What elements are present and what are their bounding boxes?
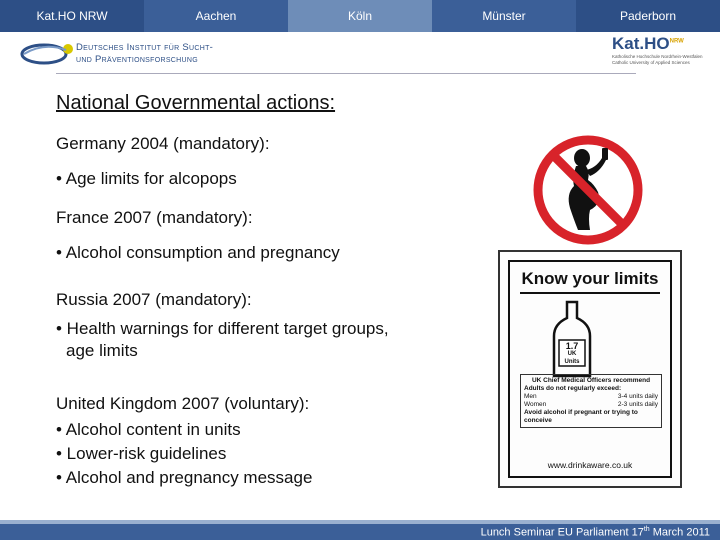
- institute-name-line2: und Präventionsforschung: [76, 54, 198, 65]
- bullet-list: [56, 418, 312, 490]
- footer-stripe: [0, 520, 720, 524]
- institute-name-line1: Deutsches Institut für Sucht-: [76, 42, 214, 53]
- tab-label: Köln: [347, 9, 373, 23]
- tab-muenster[interactable]: [432, 0, 576, 32]
- disup-logo: [18, 38, 248, 70]
- bullet-item: • Alcohol consumption and pregnancy: [56, 243, 340, 262]
- institute-name: [76, 42, 213, 66]
- bullet-item: • Alcohol and pregnancy message: [56, 468, 313, 487]
- institute-logo-icon: [18, 40, 76, 68]
- katho-brand-suffix: NRW: [669, 38, 684, 45]
- bottle-unit-line1: UK: [567, 351, 577, 357]
- tab-koeln[interactable]: [288, 0, 432, 32]
- section-uk: [56, 394, 312, 490]
- men-value: 3-4 units daily: [617, 393, 658, 400]
- section-heading: Russia 2007 (mandatory):: [56, 290, 252, 309]
- bullet-item: • Age limits for alcopops: [56, 169, 237, 188]
- section-heading: France 2007 (mandatory):: [56, 208, 253, 227]
- know-your-limits-poster: [498, 250, 682, 488]
- section-france: [56, 208, 340, 265]
- bullet-list: [56, 240, 340, 265]
- section-russia: [56, 290, 389, 361]
- cmo-row-women: [524, 401, 658, 409]
- cmo-avoid: Avoid alcohol if pregnant or trying to conceive: [524, 409, 638, 424]
- bullet-list: [56, 316, 389, 361]
- footer-text: [481, 526, 710, 539]
- katho-logo: [612, 34, 712, 74]
- header-divider: [56, 73, 636, 74]
- footer-text-main: Lunch Seminar EU Parliament 17: [480, 526, 644, 539]
- footer-text-date: March 2011: [649, 526, 710, 539]
- tab-label: Kat.HO NRW: [36, 9, 108, 23]
- tab-kat-ho-nrw[interactable]: [0, 0, 144, 32]
- katho-brand: [612, 34, 712, 54]
- bullet-item-continuation: age limits: [66, 341, 138, 360]
- top-nav: [0, 0, 720, 32]
- bullet-item: • Alcohol content in units: [56, 420, 241, 439]
- men-label: Men: [524, 393, 537, 400]
- katho-brand-text: Kat.HO: [612, 34, 670, 53]
- wine-bottle-icon: [550, 300, 594, 378]
- bullet-item: • Lower-risk guidelines: [56, 444, 227, 463]
- poster-url: www.drinkaware.co.uk: [547, 460, 633, 470]
- section-heading: Germany 2004 (mandatory):: [56, 134, 270, 153]
- bottle-label: [559, 342, 585, 366]
- tab-label: Aachen: [195, 9, 237, 23]
- katho-subtitle-1: Katholische Hochschule Nordrhein-Westfalen: [612, 54, 703, 59]
- slide-title: National Governmental actions:: [56, 92, 336, 114]
- poster-frame: [508, 260, 672, 478]
- women-label: Women: [524, 401, 547, 408]
- tab-aachen[interactable]: [144, 0, 288, 32]
- tab-label: Münster: [482, 9, 526, 23]
- cmo-row-men: [524, 393, 658, 401]
- poster-divider: [520, 292, 660, 294]
- cmo-subtitle: Adults do not regularly exceed:: [524, 385, 622, 392]
- bottle-unit-value: 1.7: [565, 341, 579, 351]
- section-heading: United Kingdom 2007 (voluntary):: [56, 394, 310, 413]
- cmo-guidance-box: [520, 374, 662, 428]
- tab-paderborn[interactable]: [576, 0, 720, 32]
- cmo-title: UK Chief Medical Officers recommend: [531, 377, 651, 384]
- bullet-list: [56, 166, 270, 191]
- tab-label: Paderborn: [619, 9, 677, 23]
- section-germany: [56, 134, 270, 191]
- bottle-unit-line2: Units: [564, 359, 580, 365]
- poster-heading: Know your limits: [521, 269, 659, 288]
- katho-subtitle-2: Catholic University of Applied Sciences: [612, 60, 690, 65]
- footer-text-sup: th: [643, 526, 650, 533]
- bullet-item: • Health warnings for different target groups,: [56, 319, 389, 338]
- no-alcohol-pregnancy-sign-icon: [532, 134, 644, 246]
- women-value: 2-3 units daily: [617, 401, 658, 408]
- footer-bar: [0, 520, 720, 540]
